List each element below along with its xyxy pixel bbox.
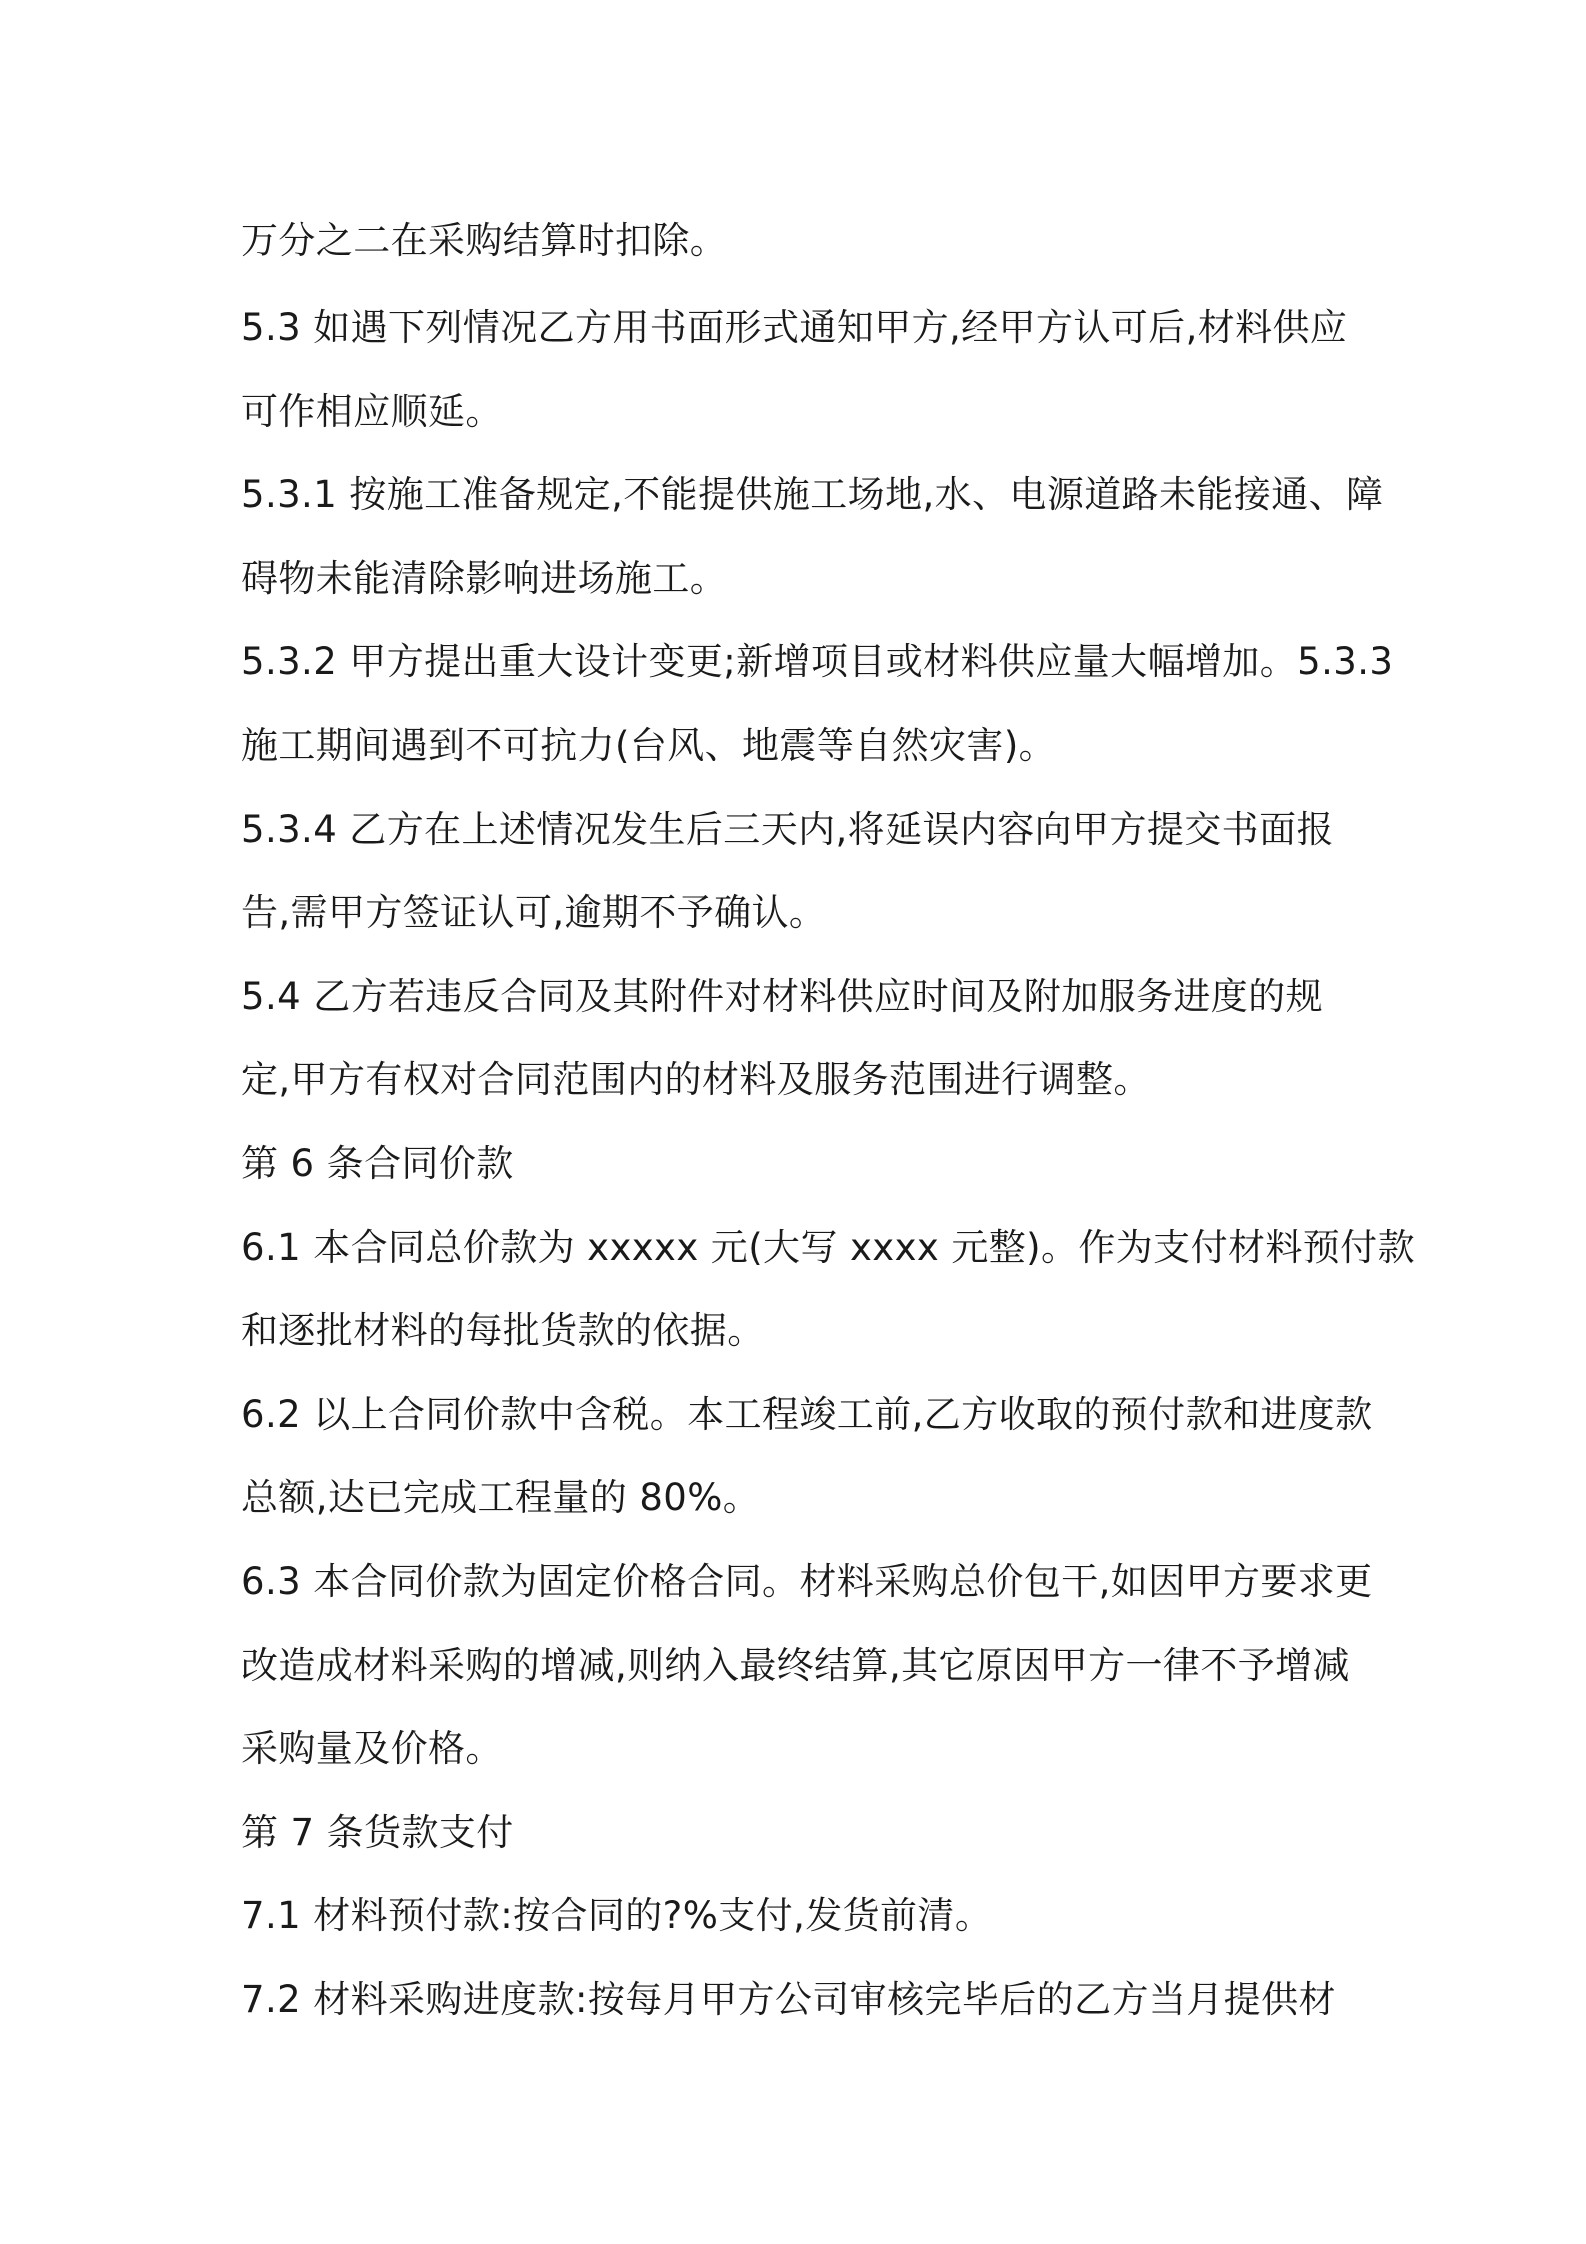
text-line: 施工期间遇到不可抗力(台风、地震等自然灾害)。 xyxy=(241,723,1057,767)
text-line: 告,需甲方签证认可,逾期不予确认。 xyxy=(241,891,827,935)
text-line: 5.3 如遇下列情况乙方用书面形式通知甲方,经甲方认可后,材料供应 xyxy=(241,306,1348,349)
text-line: 和逐批材料的每批货款的依据。 xyxy=(241,1309,765,1353)
text-line: 5.3.2 甲方提出重大设计变更;新增项目或材料供应量大幅增加。5.3.3 xyxy=(241,640,1394,684)
text-line: 改造成材料采购的增减,则纳入最终结算,其它原因甲方一律不予增减 xyxy=(241,1643,1350,1687)
text-line: 总额,达已完成工程量的 80%。 xyxy=(241,1476,761,1520)
text-line: 定,甲方有权对合同范围内的材料及服务范围进行调整。 xyxy=(241,1058,1151,1102)
text-line: 采购量及价格。 xyxy=(241,1727,503,1771)
text-line: 7.1 材料预付款:按合同的?%支付,发货前清。 xyxy=(241,1894,993,1938)
text-line: 6.2 以上合同价款中含税。本工程竣工前,乙方收取的预付款和进度款 xyxy=(241,1392,1373,1436)
text-line: 5.3.4 乙方在上述情况发生后三天内,将延误内容向甲方提交书面报 xyxy=(241,807,1334,851)
document-body xyxy=(241,196,1415,2041)
text-line: 万分之二在采购结算时扣除。 xyxy=(241,219,728,262)
section-heading: 第 6 条合同价款 xyxy=(241,1141,514,1185)
text-line: 可作相应顺延。 xyxy=(241,389,503,433)
text-line: 5.3.1 按施工准备规定,不能提供施工场地,水、电源道路未能接通、障 xyxy=(241,473,1384,517)
text-line: 5.4 乙方若违反合同及其附件对材料供应时间及附加服务进度的规 xyxy=(241,974,1324,1018)
section-heading: 第 7 条货款支付 xyxy=(241,1810,514,1854)
text-line: 碍物未能清除影响进场施工。 xyxy=(241,556,728,600)
text-line: 6.1 本合同总价款为 xxxxx 元(大写 xxxx 元整)。作为支付材料预付款 xyxy=(241,1225,1415,1269)
text-line: 6.3 本合同价款为固定价格合同。材料采购总价包干,如因甲方要求更 xyxy=(241,1559,1373,1603)
text-line: 7.2 材料采购进度款:按每月甲方公司审核完毕后的乙方当月提供材 xyxy=(241,1977,1336,2021)
